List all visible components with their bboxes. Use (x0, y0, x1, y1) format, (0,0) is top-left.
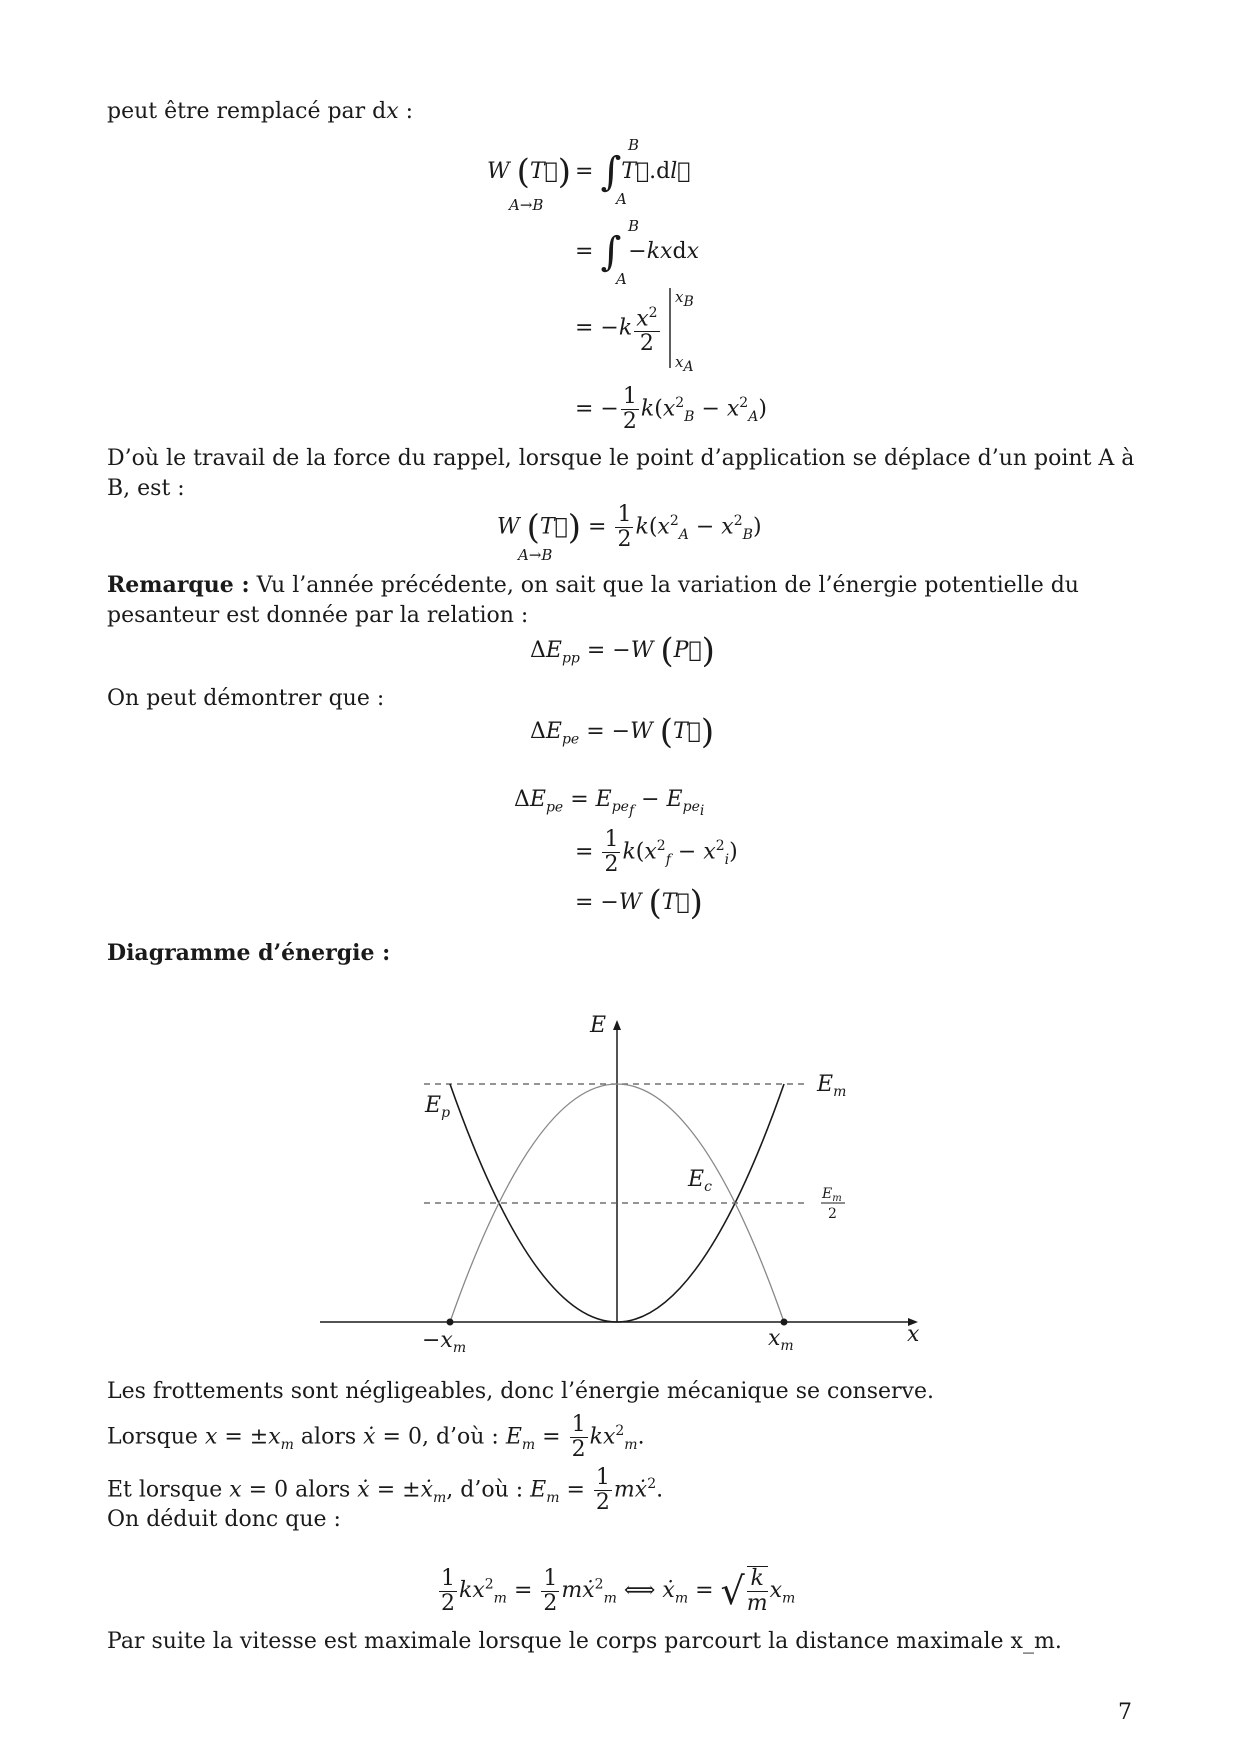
int1-upper: B (628, 136, 640, 154)
work-lhs-sub: A→B (509, 196, 544, 214)
delta-line2: = $\frac{1}{2}$ $k(x^2_f - x^2_i)$ (575, 827, 738, 877)
eq1-line4: = − $\frac{1}{2}$ $k(x^2_B - x^2_A)$ (575, 384, 767, 434)
label-em-half-num: $E_m$ (822, 1186, 842, 1204)
y-axis-arrow (613, 1020, 621, 1030)
int2-lower: A (616, 270, 627, 288)
delta-line3: = −W (T⃗) (575, 883, 703, 923)
tick-neg-point (447, 1319, 454, 1326)
delta-epp: $\Delta E_{pp} = -W$ (P⃗) (530, 631, 715, 671)
case1-line: Lorsque $x = \pm x_m$ alors ẋ = 0, d’où : $E_m$ = $\frac{1}{2}$ $kx^2_m$. (107, 1412, 645, 1462)
axis-y-label: E (590, 1013, 607, 1038)
eq1-line1: = ∫T⃗.dl⃗ (575, 149, 691, 195)
demo-text: On peut démontrer que : (107, 686, 385, 711)
tick-pos-point (781, 1319, 788, 1326)
work-result: W (T⃗) = $\frac{1}{2}$ $k(x^2_A - x^2_B)$ (497, 502, 762, 552)
tick-neg-label: $-x_m$ (422, 1328, 467, 1356)
case2-line: Et lorsque x = 0 alors ẋ = ±ẋ$_m$, d’où : $E_m$ = $\frac{1}{2}$ mẋ$^2$. (107, 1465, 664, 1515)
energy-diagram (0, 1000, 1240, 1380)
page-number: 7 (1118, 1700, 1132, 1725)
label-em: $E_m$ (817, 1072, 847, 1100)
int2-upper: B (628, 217, 640, 235)
label-ep: $E_p$ (425, 1093, 451, 1121)
work-lhs: W (T⃗) (487, 152, 572, 192)
remark-text: Vu l’année précédente, on sait que la variation de l’énergie potentielle du pesanteur est donnée par la relation : (107, 573, 1079, 628)
conclusion-paragraph: D’où le travail de la force du rappel, lorsque le point d’application se déplace d’un point A à B, est : (107, 446, 1135, 501)
eval-bar (667, 288, 673, 368)
delta-epe: $\Delta E_{pe} = -W$ (T⃗) (530, 712, 715, 752)
label-em-half-den: 2 (828, 1206, 837, 1222)
remark-paragraph (107, 570, 1137, 631)
tick-pos-label: $x_m$ (768, 1326, 794, 1354)
eq1-line3: = −k $\frac{x^2}{2}$ (575, 301, 662, 356)
int1-lower: A (616, 190, 627, 208)
eval-upper: $x_B$ (675, 288, 694, 310)
intro-line: peut être remplacé par dx : (107, 99, 414, 124)
final-equation: $\frac{1}{2}$ $kx^2_m$ = $\frac{1}{2}$ mẋ$^2_m$ ⟺ ẋ$_m$ = √ $\frac{k}{m}$ $x_m$ (441, 1565, 796, 1616)
final-text: Par suite la vitesse est maximale lorsque le corps parcourt la distance maximale x_m. (107, 1629, 1062, 1654)
label-ec: $E_c$ (688, 1167, 712, 1195)
delta-line1: $\Delta E_{pe} = E_{pe_f} - E_{pe_i}$ (514, 787, 705, 820)
axis-x-label: x (907, 1322, 920, 1347)
eq1-line2: = ∫ −kxdx (575, 229, 699, 275)
eval-lower: $x_A$ (675, 353, 694, 375)
friction-text: Les frottements sont négligeables, donc l’énergie mécanique se conserve. (107, 1379, 934, 1404)
work-result-sub: A→B (518, 546, 553, 564)
remark-label: Remarque : (107, 572, 250, 598)
deduce-text: On déduit donc que : (107, 1507, 341, 1532)
diagram-heading: Diagramme d’énergie : (107, 940, 391, 966)
